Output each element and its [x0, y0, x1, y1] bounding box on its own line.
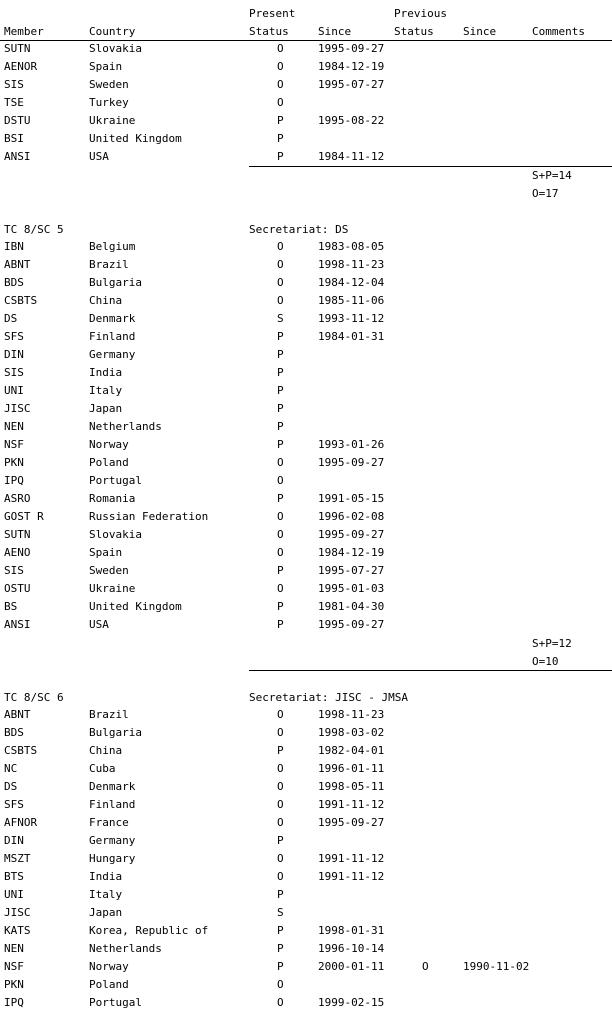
member-code: ASRO	[4, 492, 31, 505]
table-row	[0, 238, 612, 256]
member-code: BS	[4, 600, 18, 613]
present-status: P	[277, 618, 284, 631]
member-code: IPQ	[4, 474, 24, 487]
present-status: O	[277, 996, 284, 1009]
present-since: 1993-11-12	[318, 312, 385, 325]
country-name: Brazil	[89, 708, 129, 721]
country-name: China	[89, 744, 123, 757]
table-row	[0, 418, 612, 436]
present-status: O	[277, 294, 284, 307]
present-status: P	[277, 834, 284, 847]
member-code: DS	[4, 780, 18, 793]
present-status: P	[277, 348, 284, 361]
present-status: P	[277, 114, 284, 127]
table-row	[0, 868, 612, 886]
member-code: TSE	[4, 96, 24, 109]
present-since: 1998-05-11	[318, 780, 385, 793]
country-name: Bulgaria	[89, 726, 142, 739]
present-status: O	[277, 60, 284, 73]
table-row	[0, 328, 612, 346]
present-since: 1993-01-26	[318, 438, 385, 451]
present-status: S	[277, 906, 284, 919]
table-row	[0, 994, 612, 1012]
member-code: AFNOR	[4, 816, 38, 829]
present-since: 1996-01-11	[318, 762, 385, 775]
present-since: 1991-11-12	[318, 852, 385, 865]
member-code: DIN	[4, 348, 24, 361]
member-code: NSF	[4, 960, 24, 973]
table-row	[0, 148, 612, 166]
present-status: P	[277, 438, 284, 451]
present-since: 1996-02-08	[318, 510, 385, 523]
block1-divider	[249, 166, 612, 167]
member-code: SUTN	[4, 528, 31, 541]
present-since: 1984-12-19	[318, 60, 385, 73]
member-code: GOST R	[4, 510, 44, 523]
table-row	[0, 706, 612, 724]
present-status: O	[277, 582, 284, 595]
country-name: Poland	[89, 456, 129, 469]
table-row	[0, 40, 612, 58]
present-status: P	[277, 924, 284, 937]
table-row	[0, 724, 612, 742]
country-name: Ukraine	[89, 114, 136, 127]
table-row	[0, 904, 612, 922]
present-since: 1995-09-27	[318, 456, 385, 469]
table-row	[0, 436, 612, 454]
table-row	[0, 742, 612, 760]
member-code: BTS	[4, 870, 24, 883]
present-status: O	[277, 708, 284, 721]
secretariat: Secretariat: DS	[249, 223, 349, 236]
table-row	[0, 940, 612, 958]
table-row	[0, 544, 612, 562]
member-code: NC	[4, 762, 18, 775]
member-code: BDS	[4, 276, 24, 289]
total-o: O=17	[532, 187, 559, 200]
table-row	[0, 850, 612, 868]
table-row	[0, 778, 612, 796]
country-name: Germany	[89, 348, 136, 361]
member-code: ABNT	[4, 708, 31, 721]
previous-header: Previous	[394, 7, 447, 20]
present-status: O	[277, 816, 284, 829]
present-status: P	[277, 492, 284, 505]
country-name: China	[89, 294, 123, 307]
member-code: ANSI	[4, 618, 31, 631]
present-since: 1991-05-15	[318, 492, 385, 505]
section2-divider	[249, 670, 612, 671]
country-name: Korea, Republic of	[89, 924, 209, 937]
present-since: 1998-11-23	[318, 708, 385, 721]
country-name: India	[89, 870, 123, 883]
member-code: SIS	[4, 366, 24, 379]
total-sp: S+P=14	[532, 169, 572, 182]
present-since: 1984-11-12	[318, 150, 385, 163]
present-status: P	[277, 600, 284, 613]
member-code: SFS	[4, 798, 24, 811]
member-code: SUTN	[4, 42, 31, 55]
country-name: Romania	[89, 492, 136, 505]
present-since: 1995-09-27	[318, 42, 385, 55]
present-since: 1983-08-05	[318, 240, 385, 253]
previous-status-header: Status	[394, 25, 434, 38]
member-code: DS	[4, 312, 18, 325]
table-row	[0, 490, 612, 508]
country-name: Denmark	[89, 312, 136, 325]
secretariat: Secretariat: JISC - JMSA	[249, 691, 408, 704]
member-code: SFS	[4, 330, 24, 343]
present-status: P	[277, 420, 284, 433]
since-header: Since	[318, 25, 352, 38]
country-name: Slovakia	[89, 528, 142, 541]
present-since: 1981-04-30	[318, 600, 385, 613]
present-status: O	[277, 762, 284, 775]
country-name: Russian Federation	[89, 510, 209, 523]
country-name: Germany	[89, 834, 136, 847]
member-code: UNI	[4, 384, 24, 397]
previous-status: O	[422, 960, 429, 973]
table-row	[0, 598, 612, 616]
country-name: Cuba	[89, 762, 116, 775]
present-since: 1996-10-14	[318, 942, 385, 955]
present-since: 1991-11-12	[318, 870, 385, 883]
present-status: O	[277, 852, 284, 865]
table-row	[0, 886, 612, 904]
table-row	[0, 274, 612, 292]
present-since: 1995-09-27	[318, 528, 385, 541]
member-code: CSBTS	[4, 294, 38, 307]
country-name: Finland	[89, 330, 136, 343]
table-row	[0, 580, 612, 598]
present-status: S	[277, 312, 284, 325]
table-row	[0, 58, 612, 76]
status-header: Status	[249, 25, 289, 38]
present-since: 1998-01-31	[318, 924, 385, 937]
table-row	[0, 454, 612, 472]
present-since: 1998-03-02	[318, 726, 385, 739]
member-code: KATS	[4, 924, 31, 937]
total-sp: S+P=12	[532, 637, 572, 650]
table-row	[0, 562, 612, 580]
present-since: 1982-04-01	[318, 744, 385, 757]
table-row	[0, 616, 612, 634]
member-code: IPQ	[4, 996, 24, 1009]
country-header: Country	[89, 25, 136, 38]
present-since: 1999-02-15	[318, 996, 385, 1009]
table-row	[0, 292, 612, 310]
member-code: BSI	[4, 132, 24, 145]
member-code: AENOR	[4, 60, 38, 73]
country-name: Sweden	[89, 78, 129, 91]
present-status: P	[277, 942, 284, 955]
member-code: NEN	[4, 942, 24, 955]
member-code: NEN	[4, 420, 24, 433]
country-name: United Kingdom	[89, 132, 182, 145]
table-row	[0, 310, 612, 328]
table-row	[0, 508, 612, 526]
present-status: P	[277, 402, 284, 415]
table-row	[0, 472, 612, 490]
present-status: P	[277, 564, 284, 577]
present-since: 1995-07-27	[318, 78, 385, 91]
member-code: DSTU	[4, 114, 31, 127]
present-status: O	[277, 870, 284, 883]
comments-header: Comments	[532, 25, 585, 38]
table-row	[0, 256, 612, 274]
present-status: O	[277, 276, 284, 289]
country-name: Ukraine	[89, 582, 136, 595]
country-name: Finland	[89, 798, 136, 811]
present-status: O	[277, 96, 284, 109]
table-row	[0, 814, 612, 832]
country-name: Spain	[89, 546, 123, 559]
present-status: O	[277, 798, 284, 811]
member-code: AENO	[4, 546, 31, 559]
member-header: Member	[4, 25, 44, 38]
member-code: UNI	[4, 888, 24, 901]
member-code: ANSI	[4, 150, 31, 163]
table-row	[0, 112, 612, 130]
table-row	[0, 76, 612, 94]
country-name: United Kingdom	[89, 600, 182, 613]
member-code: PKN	[4, 456, 24, 469]
present-status: P	[277, 366, 284, 379]
present-status: P	[277, 744, 284, 757]
present-status: P	[277, 384, 284, 397]
member-code: DIN	[4, 834, 24, 847]
table-row	[0, 526, 612, 544]
country-name: Sweden	[89, 564, 129, 577]
table-row	[0, 976, 612, 994]
present-status: O	[277, 528, 284, 541]
country-name: France	[89, 816, 129, 829]
present-status: P	[277, 150, 284, 163]
present-since: 1995-01-03	[318, 582, 385, 595]
country-name: Turkey	[89, 96, 129, 109]
country-name: USA	[89, 150, 109, 163]
country-name: Portugal	[89, 474, 142, 487]
member-code: ABNT	[4, 258, 31, 271]
present-status: O	[277, 240, 284, 253]
present-since: 1995-08-22	[318, 114, 385, 127]
present-status: O	[277, 726, 284, 739]
present-since: 1984-01-31	[318, 330, 385, 343]
country-name: Japan	[89, 906, 123, 919]
country-name: Brazil	[89, 258, 129, 271]
present-status: P	[277, 960, 284, 973]
total-o: O=10	[532, 655, 559, 668]
present-status: P	[277, 132, 284, 145]
table-row	[0, 346, 612, 364]
table-row	[0, 922, 612, 940]
table-row	[0, 130, 612, 148]
member-code: SIS	[4, 564, 24, 577]
member-code: CSBTS	[4, 744, 38, 757]
country-name: India	[89, 366, 123, 379]
present-status: O	[277, 474, 284, 487]
country-name: Slovakia	[89, 42, 142, 55]
present-status: P	[277, 330, 284, 343]
previous-since-header: Since	[463, 25, 497, 38]
country-name: USA	[89, 618, 109, 631]
table-row	[0, 760, 612, 778]
country-name: Japan	[89, 402, 123, 415]
present-status: P	[277, 888, 284, 901]
country-name: Hungary	[89, 852, 136, 865]
table-row	[0, 796, 612, 814]
present-since: 1984-12-04	[318, 276, 385, 289]
present-status: O	[277, 780, 284, 793]
table-row	[0, 94, 612, 112]
present-status: O	[277, 546, 284, 559]
country-name: Norway	[89, 438, 129, 451]
present-since: 1995-07-27	[318, 564, 385, 577]
member-code: JISC	[4, 402, 31, 415]
present-since: 1995-09-27	[318, 618, 385, 631]
table-row	[0, 832, 612, 850]
table-row	[0, 400, 612, 418]
present-since: 1985-11-06	[318, 294, 385, 307]
table-row	[0, 958, 612, 976]
table-row	[0, 382, 612, 400]
country-name: Portugal	[89, 996, 142, 1009]
country-name: Netherlands	[89, 942, 162, 955]
member-code: NSF	[4, 438, 24, 451]
country-name: Netherlands	[89, 420, 162, 433]
present-since: 1998-11-23	[318, 258, 385, 271]
present-status: O	[277, 42, 284, 55]
member-code: JISC	[4, 906, 31, 919]
present-status: O	[277, 78, 284, 91]
country-name: Spain	[89, 60, 123, 73]
section-title: TC 8/SC 6	[4, 691, 64, 704]
country-name: Poland	[89, 978, 129, 991]
country-name: Denmark	[89, 780, 136, 793]
present-since: 1991-11-12	[318, 798, 385, 811]
present-status: O	[277, 978, 284, 991]
section-title: TC 8/SC 5	[4, 223, 64, 236]
present-status: O	[277, 456, 284, 469]
member-code: PKN	[4, 978, 24, 991]
member-code: SIS	[4, 78, 24, 91]
country-name: Italy	[89, 384, 123, 397]
present-status: O	[277, 510, 284, 523]
present-since: 1984-12-19	[318, 546, 385, 559]
country-name: Italy	[89, 888, 123, 901]
member-code: OSTU	[4, 582, 31, 595]
member-code: MSZT	[4, 852, 31, 865]
present-status: O	[277, 258, 284, 271]
member-code: BDS	[4, 726, 24, 739]
previous-since: 1990-11-02	[463, 960, 530, 973]
country-name: Norway	[89, 960, 129, 973]
country-name: Bulgaria	[89, 276, 142, 289]
member-code: IBN	[4, 240, 24, 253]
present-since: 2000-01-11	[318, 960, 385, 973]
present-header: Present	[249, 7, 296, 20]
table-row	[0, 364, 612, 382]
country-name: Belgium	[89, 240, 136, 253]
present-since: 1995-09-27	[318, 816, 385, 829]
